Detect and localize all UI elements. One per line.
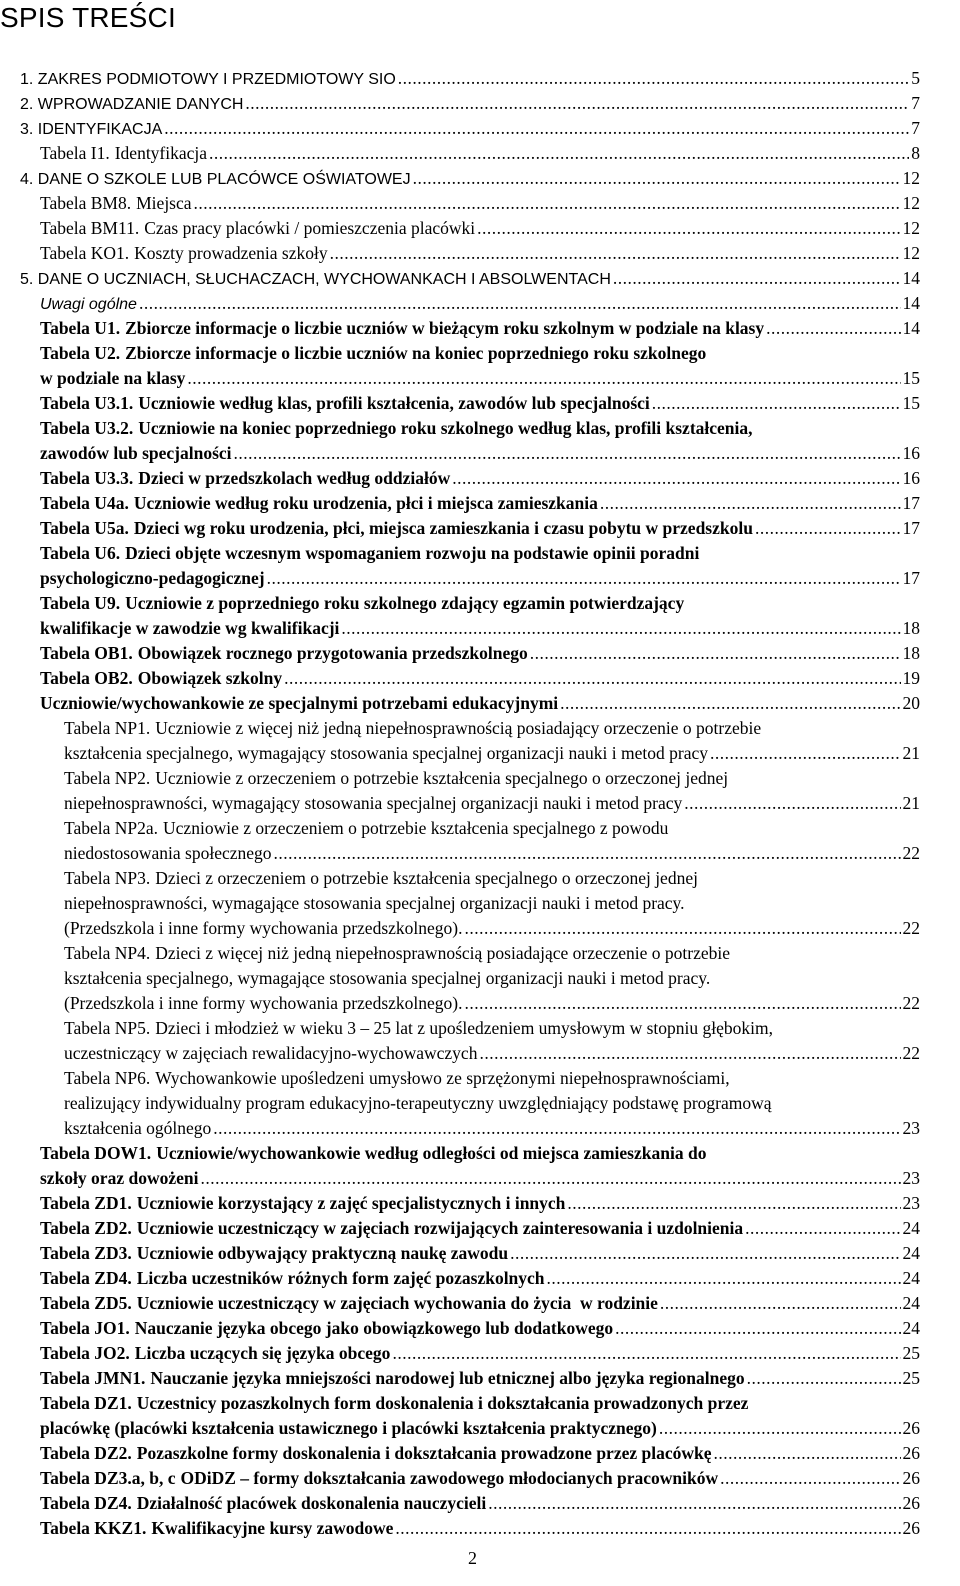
toc-entry[interactable] [64, 816, 920, 840]
toc-entry[interactable] [40, 391, 920, 415]
toc-entry[interactable] [40, 1491, 920, 1515]
toc-entry-title: Uczniowie uczestniczący w zajęciach wychowania do życia w rodzinie [136, 1293, 658, 1313]
toc-page-number: 5 [911, 68, 920, 88]
toc-entry-label: Tabela OB1. [40, 643, 133, 663]
toc-entry-title-cont: kształcenia specjalnego, wymagający stosowania specjalnej organizacji nauki i metod pracy [64, 743, 709, 763]
toc-entry-title: Nauczanie języka mniejszości narodowej lub etnicznej albo języka regionalnego [150, 1368, 745, 1388]
toc-entry-label: 5. DANE O UCZNIACH, SŁUCHACZACH, WYCHOWANKACH I ABSOLWENTACH [20, 271, 611, 288]
toc-leader [600, 491, 901, 515]
toc-entry-title: Uczniowie z poprzedniego roku szkolnego zdający egzamin potwierdzający [125, 593, 685, 613]
toc-entry-continuation[interactable] [64, 891, 920, 915]
toc-leader [413, 166, 901, 190]
toc-entry[interactable] [40, 1341, 920, 1365]
toc-entry[interactable] [40, 1316, 920, 1340]
toc-entry-label: Tabela OB2. [40, 668, 133, 688]
toc-entry-label: Tabela ZD1. [40, 1193, 132, 1213]
toc-leader [567, 1191, 900, 1215]
toc-leader [684, 791, 900, 815]
toc-entry-label: Tabela U4a. [40, 493, 129, 513]
toc-page-number: 19 [902, 668, 920, 688]
toc-entry-title: Dzieci z więcej niż jedną niepełnosprawnością posiadające orzeczenie o potrzebie [155, 943, 731, 963]
toc-entry-title: Dzieci wg roku urodzenia, płci, miejsca zamieszkania i czasu pobytu w przedszkolu [133, 518, 753, 538]
toc-entry-title: Kwalifikacyjne kursy zawodowe [151, 1518, 394, 1538]
toc-leader [452, 466, 900, 490]
toc-leader [652, 391, 901, 415]
toc-page-number: 8 [911, 143, 920, 163]
toc-leader [714, 1441, 901, 1465]
toc-entry[interactable] [40, 666, 920, 690]
toc-entry-label: Tabela ZD3. [40, 1243, 132, 1263]
toc-entry[interactable] [40, 1241, 920, 1265]
toc-entry[interactable] [40, 1391, 920, 1415]
toc-entry-title: Zbiorcze informacje o liczbie uczniów na koniec poprzedniego roku szkolnego [125, 343, 707, 363]
toc-entry-title: Liczba uczących się języka obcego [134, 1343, 391, 1363]
toc-entry-label: 2. WPROWADZANIE DANYCH [20, 96, 244, 113]
toc-entry-title: Czas pracy placówki / pomieszczenia placówki [144, 218, 476, 238]
toc-leader [398, 66, 909, 90]
toc-page-number: 26 [902, 1443, 920, 1463]
toc-page-number: 23 [902, 1193, 920, 1213]
toc-leader [547, 1266, 901, 1290]
toc-entry-title: Uczniowie korzystający z zajęć specjalistycznych i innych [136, 1193, 566, 1213]
toc-entry[interactable] [40, 1216, 920, 1240]
toc-entry-title: Uczniowie odbywający praktyczną naukę zawodu [136, 1243, 509, 1263]
toc-page-number: 21 [902, 793, 920, 813]
toc-entry[interactable] [40, 466, 920, 490]
toc-entry-title: Nauczanie języka obcego jako obowiązkowego lub dodatkowego [134, 1318, 614, 1338]
toc-entry[interactable] [40, 641, 920, 665]
toc-entry-label: Tabela JMN1. [40, 1368, 146, 1388]
toc-page-number: 24 [902, 1318, 920, 1338]
toc-leader [720, 1466, 900, 1490]
toc-page-number: 24 [902, 1268, 920, 1288]
toc-entry[interactable] [20, 116, 920, 142]
toc-page-number: 22 [902, 993, 920, 1013]
toc-entry-label: Tabela U9. [40, 593, 121, 613]
toc-entry-title-cont: kształcenia ogólnego [64, 1118, 212, 1138]
toc-entry-continuation[interactable] [64, 1091, 920, 1115]
toc-page-number: 12 [902, 243, 920, 263]
toc-entry-title: Obowiązek szkolny [137, 668, 283, 688]
toc-entry-label: Tabela NP6. [64, 1068, 151, 1088]
toc-entry-label: Tabela U1. [40, 318, 121, 338]
toc-page-number: 12 [902, 218, 920, 238]
toc-entry[interactable] [40, 341, 920, 365]
toc-entry-title: Uczniowie z orzeczeniem o potrzebie kształcenia specjalnego o orzeczonej jednej [155, 768, 729, 788]
toc-page-number: 14 [902, 318, 920, 338]
toc-leader [745, 1216, 900, 1240]
toc-entry-title-cont: zawodów lub specjalności [40, 443, 232, 463]
toc-leader [755, 516, 901, 540]
toc-page-number: 14 [902, 293, 920, 313]
toc-page-number: 15 [902, 393, 920, 413]
toc-entry-label: Tabela DZ1. [40, 1393, 132, 1413]
toc-entry[interactable] [40, 691, 920, 715]
toc-leader [200, 1166, 900, 1190]
toc-page-number: 20 [902, 693, 920, 713]
toc-entry-label: Tabela KKZ1. [40, 1518, 147, 1538]
toc-entry-title: Uczniowie na koniec poprzedniego roku szkolnego według klas, profili kształcenia, [138, 418, 753, 438]
toc-page-number: 14 [902, 268, 920, 288]
toc-entry[interactable] [40, 1291, 920, 1315]
toc-entry-label: Tabela DZ4. [40, 1493, 132, 1513]
toc-entry-title-cont: (Przedszkola i inne formy wychowania przedszkolnego). [64, 918, 463, 938]
toc-entry[interactable] [64, 1066, 920, 1090]
toc-entry[interactable] [40, 541, 920, 565]
toc-entry-title: Dzieci z orzeczeniem o potrzebie kształcenia specjalnego o orzeczonej jednej [155, 868, 698, 888]
toc-entry-title: Dzieci objęte wczesnym wspomaganiem rozwoju na podstawie opinii poradni [125, 543, 700, 563]
toc-leader [274, 841, 901, 865]
toc-entry-label: Tabela JO1. [40, 1318, 130, 1338]
toc-leader [209, 141, 909, 165]
toc-entry[interactable] [40, 1141, 920, 1165]
toc-page-number: 22 [902, 918, 920, 938]
toc-page-number: 12 [902, 193, 920, 213]
toc-entry-label: Tabela U3.3. [40, 468, 134, 488]
toc-entry-label: Tabela U5a. [40, 518, 129, 538]
toc-entry[interactable] [40, 516, 920, 540]
toc-page-number: 23 [902, 1118, 920, 1138]
toc-entry-title: Uwagi ogólne [40, 296, 137, 313]
toc-entry-title-cont: niepełnosprawności, wymagające stosowania specjalnej organizacji nauki i metod pracy. [64, 893, 685, 913]
toc-entry-title: Uczniowie/wychowankowie według odległości od miejsca zamieszkania do [156, 1143, 707, 1163]
toc-leader [395, 1516, 900, 1540]
toc-entry-title: Miejsca [136, 193, 192, 213]
toc-entry-title: Uczniowie uczestniczący w zajęciach rozwijających zainteresowania i uzdolnienia [136, 1218, 744, 1238]
toc-entry[interactable] [40, 291, 920, 317]
toc-page-number: 25 [902, 1343, 920, 1363]
toc-leader [766, 316, 900, 340]
toc-entry-title: Pozaszkolne formy doskonalenia i dokształcania prowadzone przez placówkę [136, 1443, 712, 1463]
toc-leader [187, 366, 900, 390]
toc-page-number: 22 [902, 1043, 920, 1063]
toc-entry[interactable] [20, 91, 920, 117]
toc-entry[interactable] [40, 1516, 920, 1540]
toc-entry[interactable] [40, 216, 920, 240]
toc-entry[interactable] [20, 66, 920, 92]
toc-entry-label: Tabela DZ3.a, b, c [40, 1468, 176, 1488]
toc-leader [660, 1291, 901, 1315]
toc-leader [234, 441, 901, 465]
toc-leader [330, 241, 901, 265]
toc-entry-label: Tabela DZ2. [40, 1443, 132, 1463]
toc-entry-label: Tabela U3.2. [40, 418, 134, 438]
toc-page-number: 17 [902, 493, 920, 513]
toc-entry-label: Tabela NP5. [64, 1018, 151, 1038]
toc-entry-continuation[interactable] [40, 366, 920, 390]
toc-entry-label: Tabela DOW1. [40, 1143, 152, 1163]
toc-entry-continuation[interactable] [64, 741, 920, 765]
toc-entry-label: Tabela NP2. [64, 768, 151, 788]
toc-leader [464, 916, 900, 940]
toc-entry-label: Tabela U2. [40, 343, 121, 363]
toc-leader [194, 191, 901, 215]
toc-entry[interactable] [40, 191, 920, 215]
toc-leader [615, 1316, 900, 1340]
toc-entry-continuation[interactable] [64, 841, 920, 865]
toc-entry-continuation[interactable] [40, 616, 920, 640]
toc-page-number: 26 [902, 1518, 920, 1538]
toc-page-number: 17 [902, 518, 920, 538]
toc-leader [267, 566, 901, 590]
toc-leader [747, 1366, 901, 1390]
toc-entry[interactable] [40, 416, 920, 440]
toc-entry-title: Uczniowie według klas, profili kształcenia, zawodów lub specjalności [138, 393, 650, 413]
toc-page-number: 21 [902, 743, 920, 763]
toc-leader [479, 1041, 900, 1065]
toc-entry-title: Dzieci w przedszkolach według oddziałów [138, 468, 451, 488]
toc-entry-label: Tabela ZD5. [40, 1293, 132, 1313]
toc-page-number: 26 [902, 1468, 920, 1488]
toc-leader [477, 216, 900, 240]
toc-entry-title: Liczba uczestników różnych form zajęć pozaszkolnych [136, 1268, 545, 1288]
toc-leader [530, 641, 901, 665]
toc-entry[interactable] [64, 1016, 920, 1040]
toc-entry-label: Tabela JO2. [40, 1343, 130, 1363]
toc-entry[interactable] [40, 241, 920, 265]
toc-entry[interactable] [40, 491, 920, 515]
toc-entry[interactable] [20, 166, 920, 192]
toc-entry-label: Tabela KO1. [40, 243, 130, 263]
toc-entry-title-cont: w podziale na klasy [40, 368, 186, 388]
page-number: 2 [468, 1548, 477, 1568]
toc-entry[interactable] [40, 1266, 920, 1290]
toc-leader [488, 1491, 900, 1515]
toc-entry-title-cont: uczestniczący w zajęciach rewalidacyjno-wychowawczych [64, 1043, 478, 1063]
toc-entry-label: Tabela NP2a. [64, 818, 159, 838]
toc-leader [213, 1116, 900, 1140]
toc-page-number: 26 [902, 1493, 920, 1513]
toc-entry-title-cont: psychologiczno-pedagogicznej [40, 568, 265, 588]
toc-entry-title: Identyfikacja [114, 143, 208, 163]
toc-entry-label: Tabela NP4. [64, 943, 151, 963]
toc-entry-title-cont: (Przedszkola i inne formy wychowania przedszkolnego). [64, 993, 463, 1013]
toc-entry[interactable] [64, 716, 920, 740]
toc-entry-continuation[interactable] [64, 916, 920, 940]
toc-entry-title-cont: placówkę (placówki kształcenia ustawicznego i placówki kształcenia praktycznego) [40, 1418, 657, 1438]
toc-page-number: 25 [902, 1368, 920, 1388]
toc-entry[interactable] [40, 1466, 920, 1490]
toc-leader [613, 266, 901, 290]
toc-page-number: 23 [902, 1168, 920, 1188]
toc-entry-continuation[interactable] [40, 1416, 920, 1440]
toc-entry-title: ODiDZ – formy dokształcania zawodowego młodocianych pracowników [180, 1468, 719, 1488]
toc-page-number: 18 [902, 618, 920, 638]
toc-entry[interactable] [40, 1366, 920, 1390]
toc-entry-title: Uczniowie z więcej niż jedną niepełnosprawnością posiadający orzeczenie o potrzebie [155, 718, 762, 738]
toc-entry-label: Tabela ZD4. [40, 1268, 132, 1288]
toc-entry[interactable] [40, 591, 920, 615]
toc-entry-title: Działalność placówek doskonalenia nauczycieli [136, 1493, 487, 1513]
toc-entry-label: Tabela NP1. [64, 718, 151, 738]
toc-page-number: 22 [902, 843, 920, 863]
toc-page-number: 16 [902, 443, 920, 463]
page-title: SPIS TREŚCI [0, 2, 176, 33]
toc-page-number: 18 [902, 643, 920, 663]
toc-entry-title: Obowiązek rocznego przygotowania przedszkolnego [137, 643, 528, 663]
toc-entry-title: Koszty prowadzenia szkoły [134, 243, 328, 263]
toc-leader [245, 91, 909, 115]
toc-entry-label: 1. ZAKRES PODMIOTOWY I PRZEDMIOTOWY SIO [20, 71, 396, 88]
toc-entry-title-cont: niepełnosprawności, wymagający stosowania specjalnej organizacji nauki i metod pracy [64, 793, 683, 813]
toc-entry[interactable] [40, 141, 920, 165]
toc-leader [139, 291, 901, 315]
toc-entry-label: 3. IDENTYFIKACJA [20, 121, 163, 138]
toc-entry-continuation[interactable] [40, 441, 920, 465]
toc-leader [710, 741, 900, 765]
toc-leader [560, 691, 900, 715]
toc-entry-label: Tabela U3.1. [40, 393, 134, 413]
toc-page-number: 17 [902, 568, 920, 588]
toc-entry-continuation[interactable] [64, 991, 920, 1015]
toc-entry-title-cont: szkoły oraz dowożeni [40, 1168, 199, 1188]
toc-entry[interactable] [64, 866, 920, 890]
toc-leader [284, 666, 900, 690]
toc-page-number: 12 [902, 168, 920, 188]
toc-entry-title-cont: kształcenia specjalnego, wymagające stosowania specjalnej organizacji nauki i metod pracy. [64, 968, 711, 988]
toc-entry-label: Tabela BM11. [40, 218, 140, 238]
toc-leader [659, 1416, 901, 1440]
toc-entry-continuation[interactable] [64, 1116, 920, 1140]
toc-entry-title: Uczniowie z orzeczeniem o potrzebie kształcenia specjalnego z powodu [163, 818, 669, 838]
toc-entry-continuation[interactable] [64, 1041, 920, 1065]
toc-entry[interactable] [20, 266, 920, 292]
toc-entry-label: Tabela ZD2. [40, 1218, 132, 1238]
toc-entry[interactable] [40, 1191, 920, 1215]
toc-entry-title: Wychowankowie upośledzeni umysłowo ze sprzężonymi niepełnosprawnościami, [155, 1068, 730, 1088]
toc-entry[interactable] [40, 1441, 920, 1465]
toc-entry-label: Tabela I1. [40, 143, 110, 163]
toc-entry-title-cont: kwalifikacje w zawodzie wg kwalifikacji [40, 618, 340, 638]
toc-entry-label: Tabela BM8. [40, 193, 132, 213]
toc-entry-title: Uczniowie według roku urodzenia, płci i miejsca zamieszkania [133, 493, 598, 513]
toc-entry[interactable] [64, 766, 920, 790]
toc-page-number: 24 [902, 1218, 920, 1238]
toc-entry[interactable] [40, 316, 920, 340]
toc-entry-label: Uczniowie/wychowankowie ze specjalnymi potrzebami edukacyjnymi [40, 693, 559, 713]
toc-leader [510, 1241, 900, 1265]
toc-entry-title-cont: niedostosowania społecznego [64, 843, 272, 863]
toc-page-number: 7 [911, 118, 920, 138]
toc-page-number: 26 [902, 1418, 920, 1438]
toc-page-number: 7 [911, 93, 920, 113]
toc-entry-continuation[interactable] [64, 966, 920, 990]
toc-leader [392, 1341, 900, 1365]
toc-entry-continuation[interactable] [40, 1166, 920, 1190]
toc-entry-title: Dzieci i młodzież w wieku 3 – 25 lat z upośledzeniem umysłowym w stopniu głębokim, [155, 1018, 773, 1038]
toc-page-number: 15 [902, 368, 920, 388]
toc-leader [341, 616, 900, 640]
toc-entry-title: Uczestnicy pozaszkolnych form doskonalenia i dokształcania prowadzonych przez [136, 1393, 749, 1413]
toc-entry-label: Tabela U6. [40, 543, 121, 563]
toc-entry-title: Zbiorcze informacje o liczbie uczniów w bieżącym roku szkolnym w podziale na klasy [125, 318, 765, 338]
toc-page-number: 16 [902, 468, 920, 488]
toc-entry-label: 4. DANE O SZKOLE LUB PLACÓWCE OŚWIATOWEJ [20, 171, 411, 188]
toc-entry-label: Tabela NP3. [64, 868, 151, 888]
toc-leader [464, 991, 900, 1015]
toc-entry-title-cont: realizujący indywidualny program edukacyjno-terapeutyczny uwzględniający podstawę programową [64, 1093, 772, 1113]
toc-entry-continuation[interactable] [64, 791, 920, 815]
toc-page-number: 24 [902, 1293, 920, 1313]
toc-entry-continuation[interactable] [40, 566, 920, 590]
toc-entry[interactable] [64, 941, 920, 965]
toc-page-number: 24 [902, 1243, 920, 1263]
toc-leader [164, 116, 909, 140]
